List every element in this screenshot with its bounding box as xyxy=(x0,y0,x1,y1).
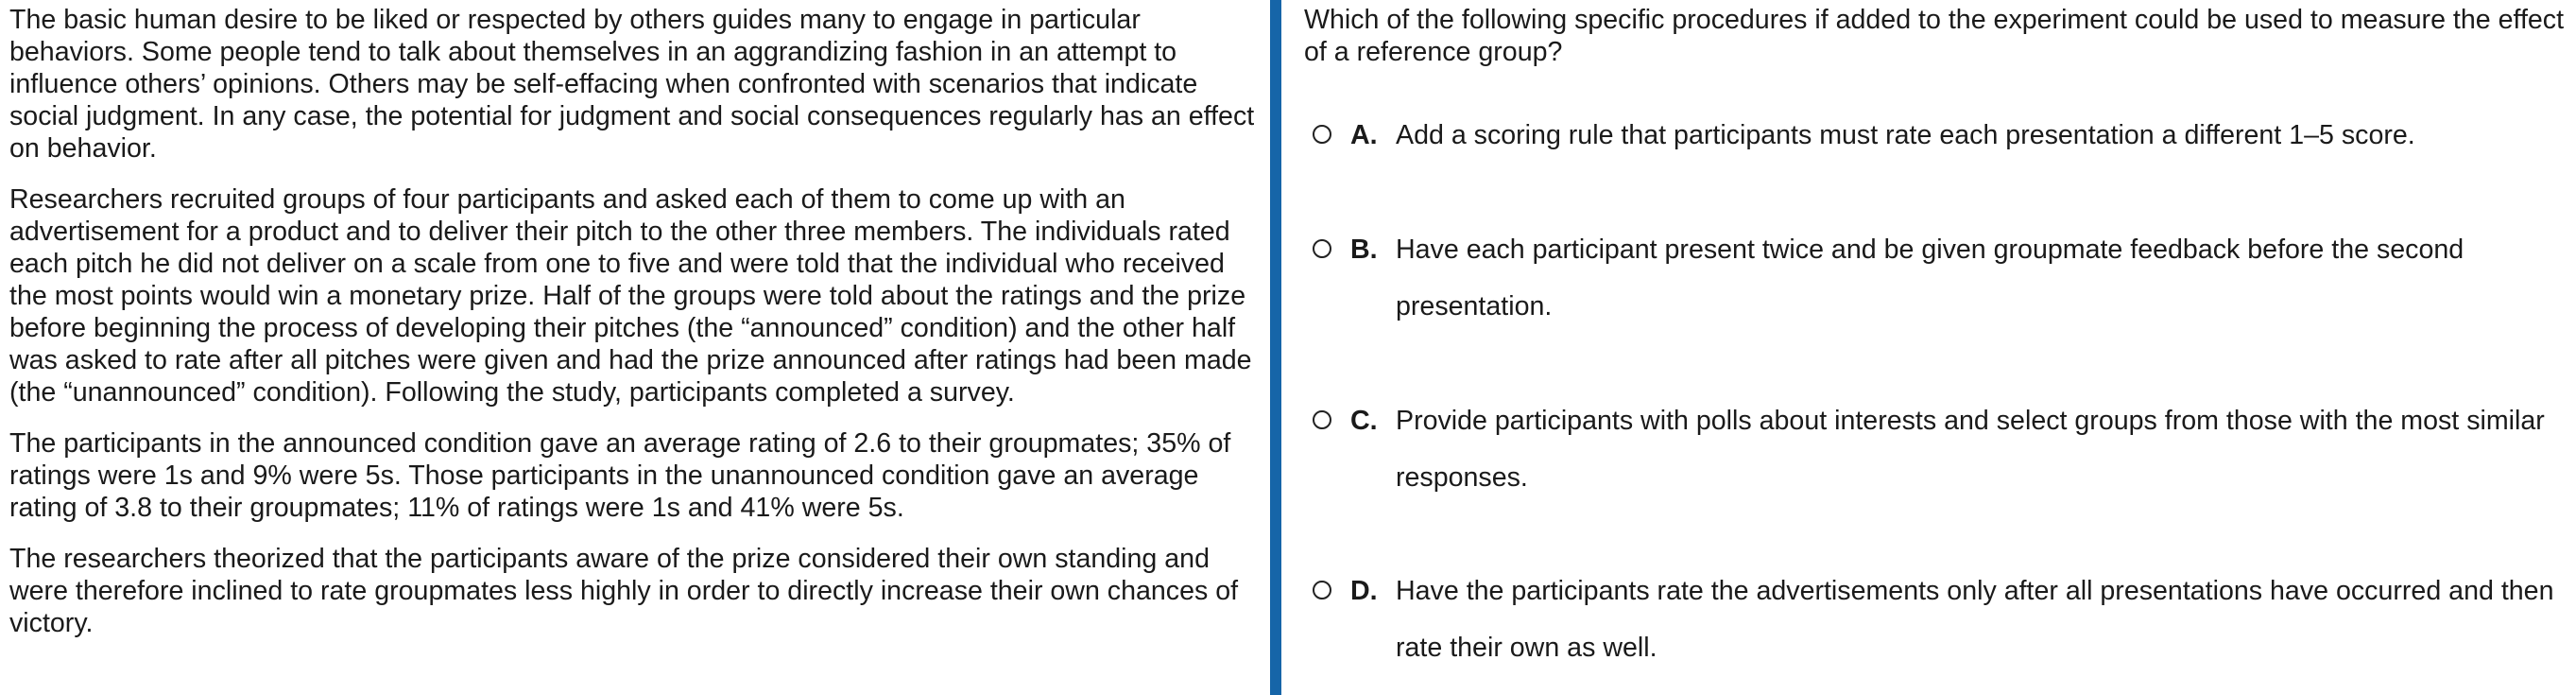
answer-option-b[interactable] xyxy=(1304,234,2570,335)
option-letter-d: D. xyxy=(1350,576,1378,606)
option-text-b: Have each participant present twice and be given groupmate feedback before the second presentation. xyxy=(1396,235,2464,321)
option-letter-c: C. xyxy=(1350,406,1378,436)
option-text-d: Have the participants rate the advertisements only after all presentations have occurred and then rate their own as well. xyxy=(1396,576,2554,663)
panel-divider[interactable] xyxy=(1270,0,1281,695)
option-text-c: Provide participants with polls about interests and select groups from those with the most similar responses. xyxy=(1396,406,2545,493)
question-panel xyxy=(1304,4,2570,663)
option-letter-a: A. xyxy=(1350,120,1378,150)
radio-button-c[interactable] xyxy=(1313,410,1331,429)
question-stem: Which of the following specific procedures if added to the experiment could be used to measure the effect of a reference group? xyxy=(1304,5,2565,67)
radio-button-b[interactable] xyxy=(1313,239,1331,258)
answer-option-a[interactable] xyxy=(1304,119,2570,164)
passage-paragraph-3: The participants in the announced condition gave an average rating of 2.6 to their groupmates; 35% of ratings were 1s and 9% were 5s. Those participants in the unannounced condition gave an average rating of 3.8 to their groupmates; 11% of ratings were 1s and 41% were 5s. xyxy=(9,428,1231,523)
passage-paragraph-2: Researchers recruited groups of four participants and asked each of them to come up with an advertisement for a product and to deliver their pitch to the other three members. The individuals rated each pitch he did not deliver on a scale from one to five and were told that the individual who received the most points would win a monetary prize. Half of the groups were told about the ratings and the prize before beginning the process of developing their pitches (the “announced” condition) and the other half was asked to rate after all pitches were given and had the prize announced after ratings had been made (the “unannounced” condition). Following the study, participants completed a survey. xyxy=(9,184,1252,408)
reading-passage xyxy=(9,4,1266,658)
option-letter-b: B. xyxy=(1350,235,1378,265)
option-text-a: Add a scoring rule that participants must rate each presentation a different 1–5 score. xyxy=(1396,120,2415,150)
radio-button-a[interactable] xyxy=(1313,125,1331,144)
answer-option-d[interactable] xyxy=(1304,575,2570,676)
passage-paragraph-4: The researchers theorized that the participants aware of the prize considered their own standing and were therefore inclined to rate groupmates less highly in order to directly increase their own chances of victory. xyxy=(9,544,1239,638)
radio-button-d[interactable] xyxy=(1313,581,1331,599)
answer-option-c[interactable] xyxy=(1304,405,2570,506)
passage-paragraph-1: The basic human desire to be liked or respected by others guides many to engage in particular behaviors. Some people tend to talk about themselves in an aggrandizing fashion in an attempt to influence others’ opinions. Others may be self-effacing when confronted with scenarios that indicate social judgment. In any case, the potential for judgment and social consequences regularly has an effect on behavior. xyxy=(9,5,1255,164)
